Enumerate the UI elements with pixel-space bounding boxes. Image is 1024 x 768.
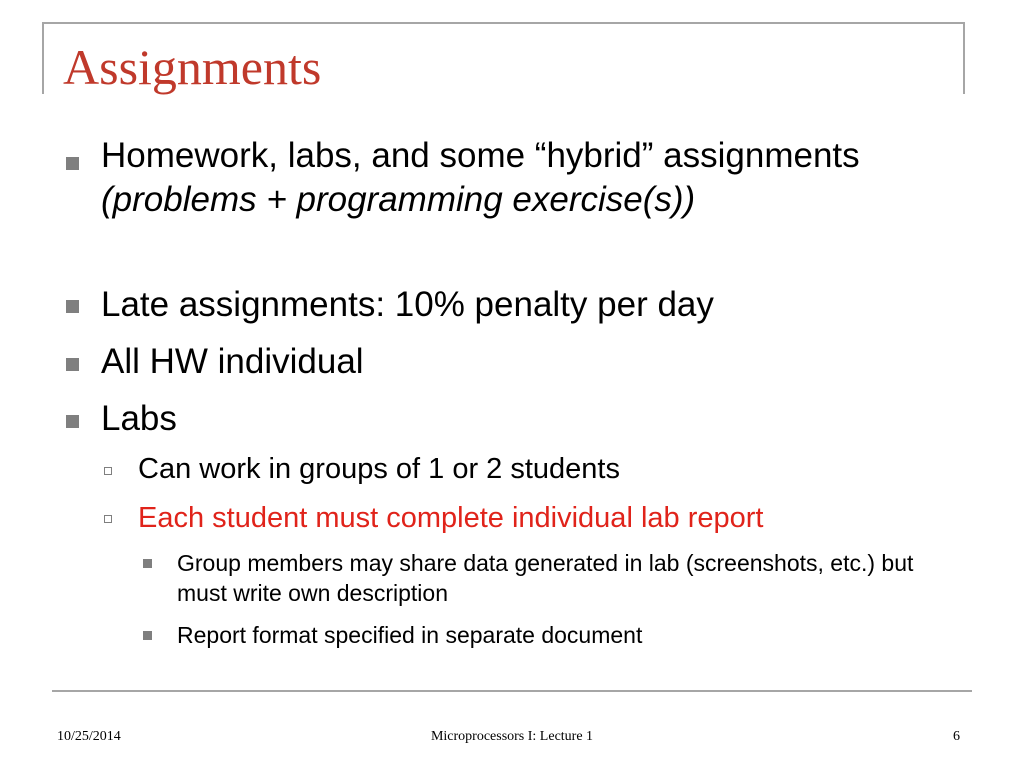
title-frame-right-rule	[963, 22, 965, 94]
sub-sub-bullet-report-format: Report format specified in separate document	[177, 622, 643, 648]
footer-date: 10/25/2014	[57, 729, 121, 744]
footer-course-title: Microprocessors I: Lecture 1	[430, 729, 594, 744]
title-frame-top-rule	[42, 22, 965, 24]
square-bullet-icon	[66, 300, 79, 313]
bullet-labs: Labs	[101, 399, 177, 438]
bullet-homework-text: Homework, labs, and some “hybrid” assignments	[101, 136, 860, 175]
square-bullet-icon	[66, 358, 79, 371]
hollow-square-bullet-icon	[104, 515, 112, 523]
footer-page-number: 6	[953, 729, 960, 744]
footer-divider	[52, 690, 972, 692]
square-bullet-icon	[66, 157, 79, 170]
bullet-homework-italic: (problems + programming exercise(s))	[101, 180, 696, 219]
square-bullet-icon	[66, 415, 79, 428]
sub-sub-bullet-share-data: Group members may share data generated in lab (screenshots, etc.) but must write own description	[177, 550, 914, 606]
small-square-bullet-icon	[143, 559, 152, 568]
bullet-homework	[101, 134, 901, 222]
small-square-bullet-icon	[143, 631, 152, 640]
sub-bullet-groups: Can work in groups of 1 or 2 students	[138, 453, 620, 485]
bullet-hw-individual: All HW individual	[101, 342, 364, 381]
sub-bullet-individual-report: Each student must complete individual lab report	[138, 502, 764, 534]
bullet-late-assignments: Late assignments: 10% penalty per day	[101, 285, 714, 324]
hollow-square-bullet-icon	[104, 467, 112, 475]
title-frame-left-rule	[42, 22, 44, 94]
slide-title: Assignments	[63, 39, 322, 95]
